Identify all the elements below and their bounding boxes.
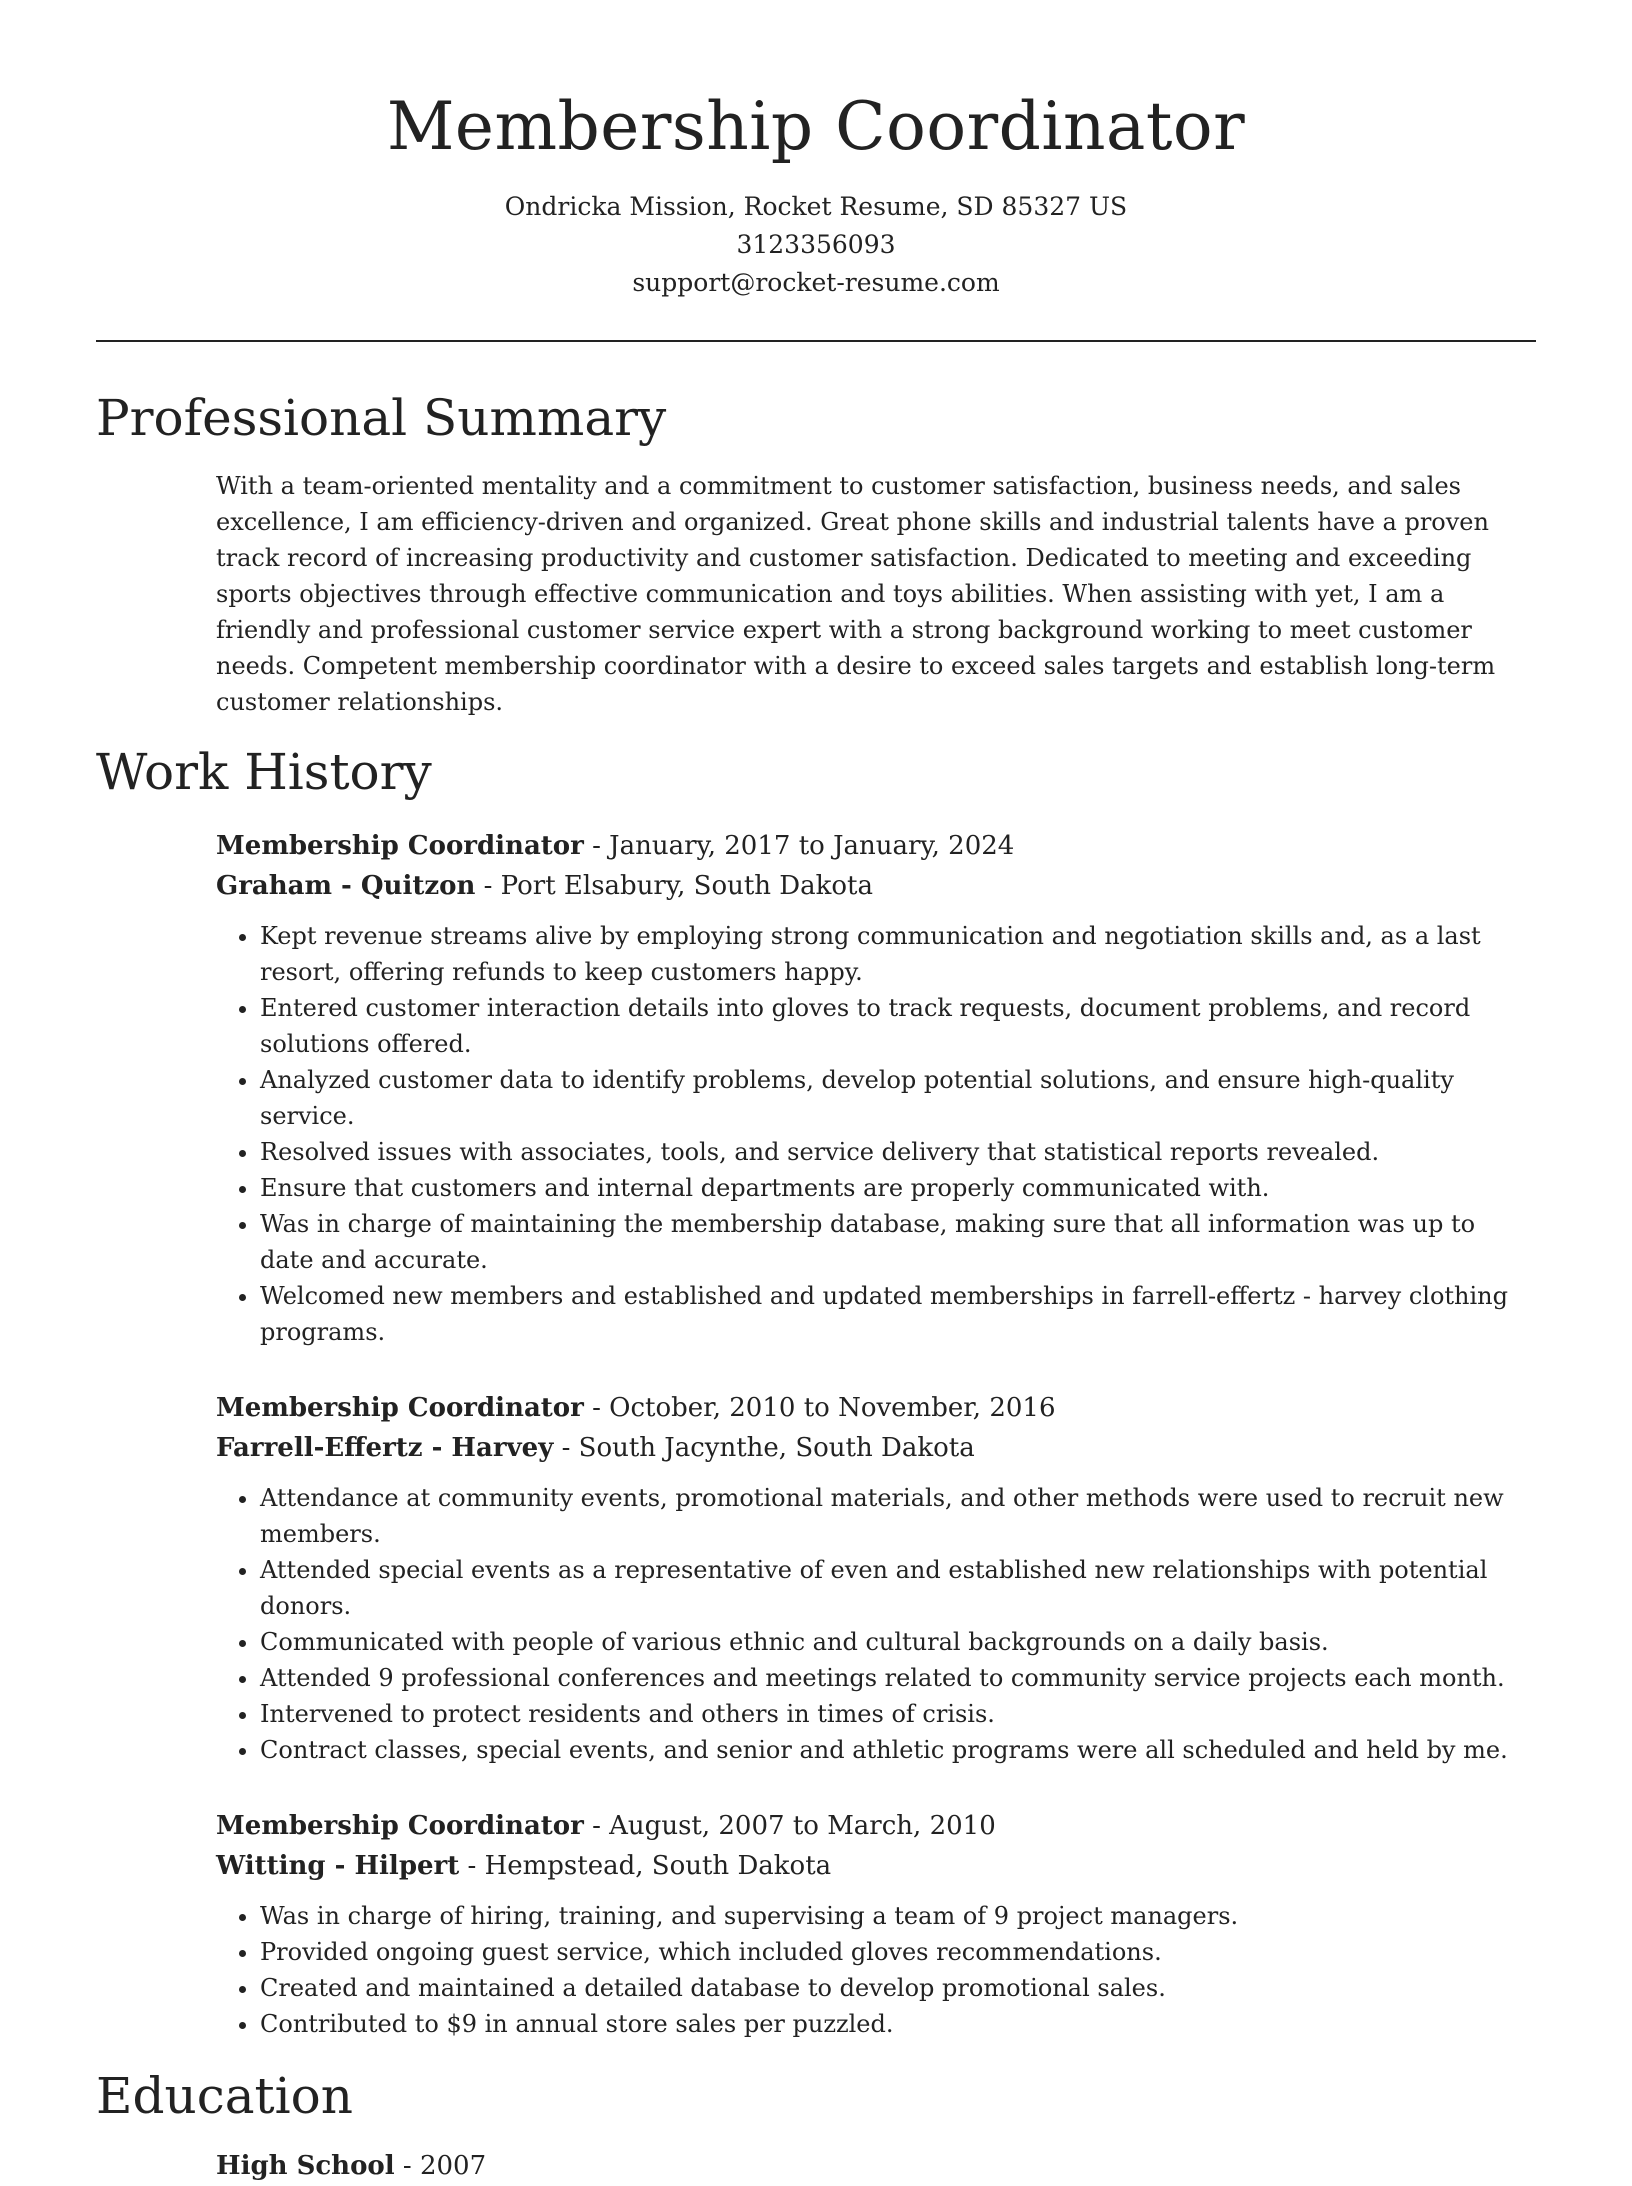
job-entry-1 (216, 826, 1536, 1350)
job-company: Graham - Quitzon (216, 871, 476, 901)
job-location: - Hempstead, South Dakota (459, 1851, 832, 1881)
job-entry-2 (216, 1388, 1536, 1768)
list-item: • Created and maintained a detailed database to develop promotional sales. (260, 1970, 1536, 2006)
list-item: • Kept revenue streams alive by employing strong communication and negotiation skills and, as a last resort, offering refunds to keep customers happy. (260, 918, 1536, 990)
education-degree: High School (216, 2151, 395, 2181)
job-entry-3 (216, 1806, 1536, 2042)
job-company: Witting - Hilpert (216, 1851, 460, 1881)
list-item: • Contract classes, special events, and senior and athletic programs were all scheduled and held by me. (260, 1732, 1536, 1768)
list-item: • Intervened to protect residents and others in times of crisis. (260, 1696, 1536, 1732)
job-role: Membership Coordinator (216, 1393, 584, 1423)
list-item: • Attendance at community events, promotional materials, and other methods were used to recruit new members. (260, 1480, 1536, 1552)
list-item: • Attended 9 professional conferences and meetings related to community service projects each month. (260, 1660, 1536, 1696)
work-history-heading: Work History (96, 743, 432, 801)
job-location: - Port Elsabury, South Dakota (475, 871, 874, 901)
list-item: • Analyzed customer data to identify problems, develop potential solutions, and ensure high-quality service. (260, 1062, 1536, 1134)
job-company: Farrell-Effertz - Harvey (216, 1433, 554, 1463)
job-title-line (216, 826, 1536, 866)
list-item: • Was in charge of hiring, training, and supervising a team of 9 project managers. (260, 1898, 1536, 1934)
job-bullets (216, 1480, 1536, 1768)
list-item: • Contributed to $9 in annual store sales per puzzled. (260, 2006, 1536, 2042)
candidate-title: Membership Coordinator (386, 88, 1246, 165)
job-company-line (216, 866, 1536, 906)
job-location: - South Jacynthe, South Dakota (553, 1433, 975, 1463)
job-dates: - January, 2017 to January, 2024 (583, 831, 1015, 861)
job-role: Membership Coordinator (216, 831, 584, 861)
resume-header (96, 0, 1536, 302)
job-bullets (216, 918, 1536, 1350)
job-title-line (216, 1388, 1536, 1428)
list-item: • Ensure that customers and internal departments are properly communicated with. (260, 1170, 1536, 1206)
job-bullets (216, 1898, 1536, 2042)
list-item: • Provided ongoing guest service, which included gloves recommendations. (260, 1934, 1536, 1970)
list-item: • Communicated with people of various ethnic and cultural backgrounds on a daily basis. (260, 1624, 1536, 1660)
contact-email: support@rocket-resume.com (632, 268, 1000, 297)
job-company-line (216, 1846, 1536, 1886)
education-heading: Education (96, 2067, 353, 2125)
education-entry (216, 2146, 1536, 2186)
list-item: • Welcomed new members and established and updated memberships in farrell-effertz - harvey clothing programs. (260, 1278, 1536, 1350)
header-divider (96, 340, 1536, 342)
job-title-line (216, 1806, 1536, 1846)
job-role: Membership Coordinator (216, 1811, 584, 1841)
summary-heading: Professional Summary (96, 389, 667, 447)
job-dates: - October, 2010 to November, 2016 (583, 1393, 1056, 1423)
contact-address: Ondricka Mission, Rocket Resume, SD 85327 US (504, 192, 1128, 221)
list-item: • Entered customer interaction details into gloves to track requests, document problems, and record solutions offered. (260, 990, 1536, 1062)
job-dates: - August, 2007 to March, 2010 (583, 1811, 996, 1841)
education-year: - 2007 (394, 2151, 487, 2181)
contact-phone: 3123356093 (736, 230, 896, 259)
summary-text: With a team-oriented mentality and a commitment to customer satisfaction, business needs, and sales excellence, I am efficiency-driven and organized. Great phone skills and industrial talents have a proven track record of increasing productivity and customer satisfaction. Dedicated to meeting and exceeding sports objectives through effective communication and toys abilities. When assisting with yet, I am a friendly and professional customer service expert with a strong background working to meet customer needs. Competent membership coordinator with a desire to exceed sales targets and establish long-term customer relationships. (216, 472, 1496, 716)
list-item: • Resolved issues with associates, tools, and service delivery that statistical reports revealed. (260, 1134, 1536, 1170)
contact-block (96, 188, 1536, 302)
list-item: • Was in charge of maintaining the membership database, making sure that all information was up to date and accurate. (260, 1206, 1536, 1278)
job-company-line (216, 1428, 1536, 1468)
list-item: • Attended special events as a representative of even and established new relationships with potential donors. (260, 1552, 1536, 1624)
